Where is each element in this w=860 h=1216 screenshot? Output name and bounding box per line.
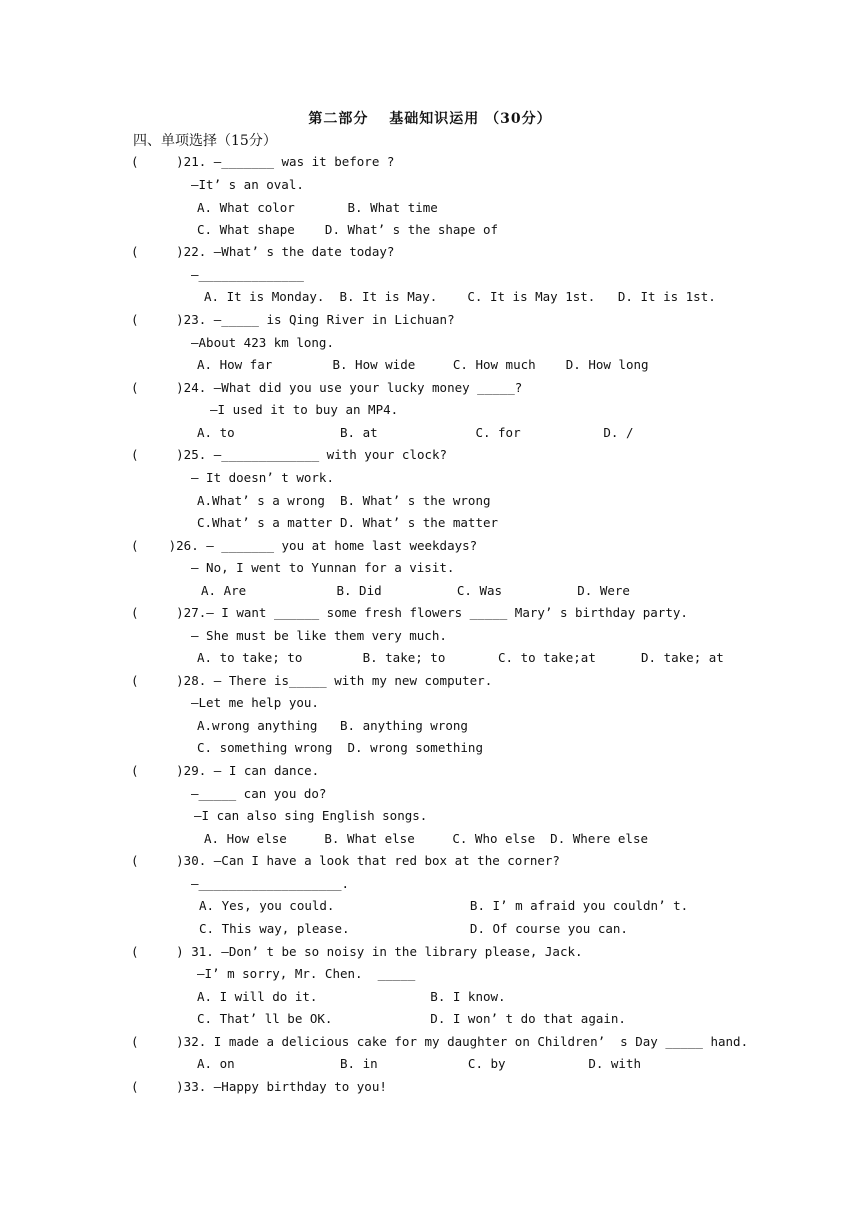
- answer-line: —_____ can you do?: [191, 786, 327, 801]
- question-28: ( )28. — There is_____ with my new computer.: [131, 673, 493, 688]
- answer-line: —I’ m sorry, Mr. Chen. _____: [197, 966, 416, 981]
- question-32: ( )32. I made a delicious cake for my daughter on Children’ s Day _____ hand.: [131, 1034, 749, 1049]
- options-line: A. Yes, you could. B. I’ m afraid you couldn’ t.: [199, 898, 689, 913]
- options-line: A.What’ s a wrong B. What’ s the wrong: [197, 493, 491, 508]
- options-line: A. to take; to B. take; to C. to take;at D. take; at: [197, 650, 724, 665]
- answer-line: —I used it to buy an MP4.: [210, 402, 399, 417]
- options-line: A. to B. at C. for D. /: [197, 425, 634, 440]
- answer-line: —Let me help you.: [191, 695, 319, 710]
- answer-line: —I can also sing English songs.: [194, 808, 428, 823]
- question-29: ( )29. — I can dance.: [131, 763, 320, 778]
- answer-line: —It’ s an oval.: [191, 177, 304, 192]
- options-line: A. How far B. How wide C. How much D. How long: [197, 357, 649, 372]
- options-line: C. This way, please. D. Of course you can.: [199, 921, 628, 936]
- options-line: A. It is Monday. B. It is May. C. It is May 1st. D. It is 1st.: [204, 289, 716, 304]
- options-line: C.What’ s a matter D. What’ s the matter: [197, 515, 499, 530]
- question-26: ( )26. — _______ you at home last weekdays?: [131, 538, 478, 553]
- options-line: A. on B. in C. by D. with: [197, 1056, 642, 1071]
- answer-line: — She must be like them very much.: [191, 628, 447, 643]
- question-31: ( ) 31. —Don’ t be so noisy in the library please, Jack.: [131, 944, 583, 959]
- section-heading: 四、单项选择（15分）: [133, 133, 277, 149]
- answer-line: —______________: [191, 267, 304, 282]
- options-line: A.wrong anything B. anything wrong: [197, 718, 468, 733]
- question-21: ( )21. —_______ was it before ?: [131, 154, 395, 169]
- question-23: ( )23. —_____ is Qing River in Lichuan?: [131, 312, 455, 327]
- options-line: A. I will do it. B. I know.: [197, 989, 506, 1004]
- options-line: A. What color B. What time: [197, 200, 438, 215]
- question-22: ( )22. —What’ s the date today?: [131, 244, 395, 259]
- answer-line: —About 423 km long.: [191, 335, 334, 350]
- answer-line: —___________________.: [191, 876, 350, 891]
- options-line: A. How else B. What else C. Who else D. Where else: [204, 831, 649, 846]
- question-25: ( )25. —_____________ with your clock?: [131, 447, 448, 462]
- answer-line: — It doesn’ t work.: [191, 470, 334, 485]
- question-27: ( )27.— I want ______ some fresh flowers _____ Mary’ s birthday party.: [131, 605, 688, 620]
- options-line: C. something wrong D. wrong something: [197, 740, 483, 755]
- options-line: A. Are B. Did C. Was D. Were: [201, 583, 630, 598]
- question-30: ( )30. —Can I have a look that red box at the corner?: [131, 853, 560, 868]
- options-line: C. That’ ll be OK. D. I won’ t do that again.: [197, 1011, 626, 1026]
- page-title: 第二部分 基础知识运用 （30分）: [308, 111, 552, 127]
- options-line: C. What shape D. What’ s the shape of: [197, 222, 499, 237]
- question-33: ( )33. —Happy birthday to you!: [131, 1079, 387, 1094]
- answer-line: — No, I went to Yunnan for a visit.: [191, 560, 455, 575]
- question-24: ( )24. —What did you use your lucky money _____?: [131, 380, 523, 395]
